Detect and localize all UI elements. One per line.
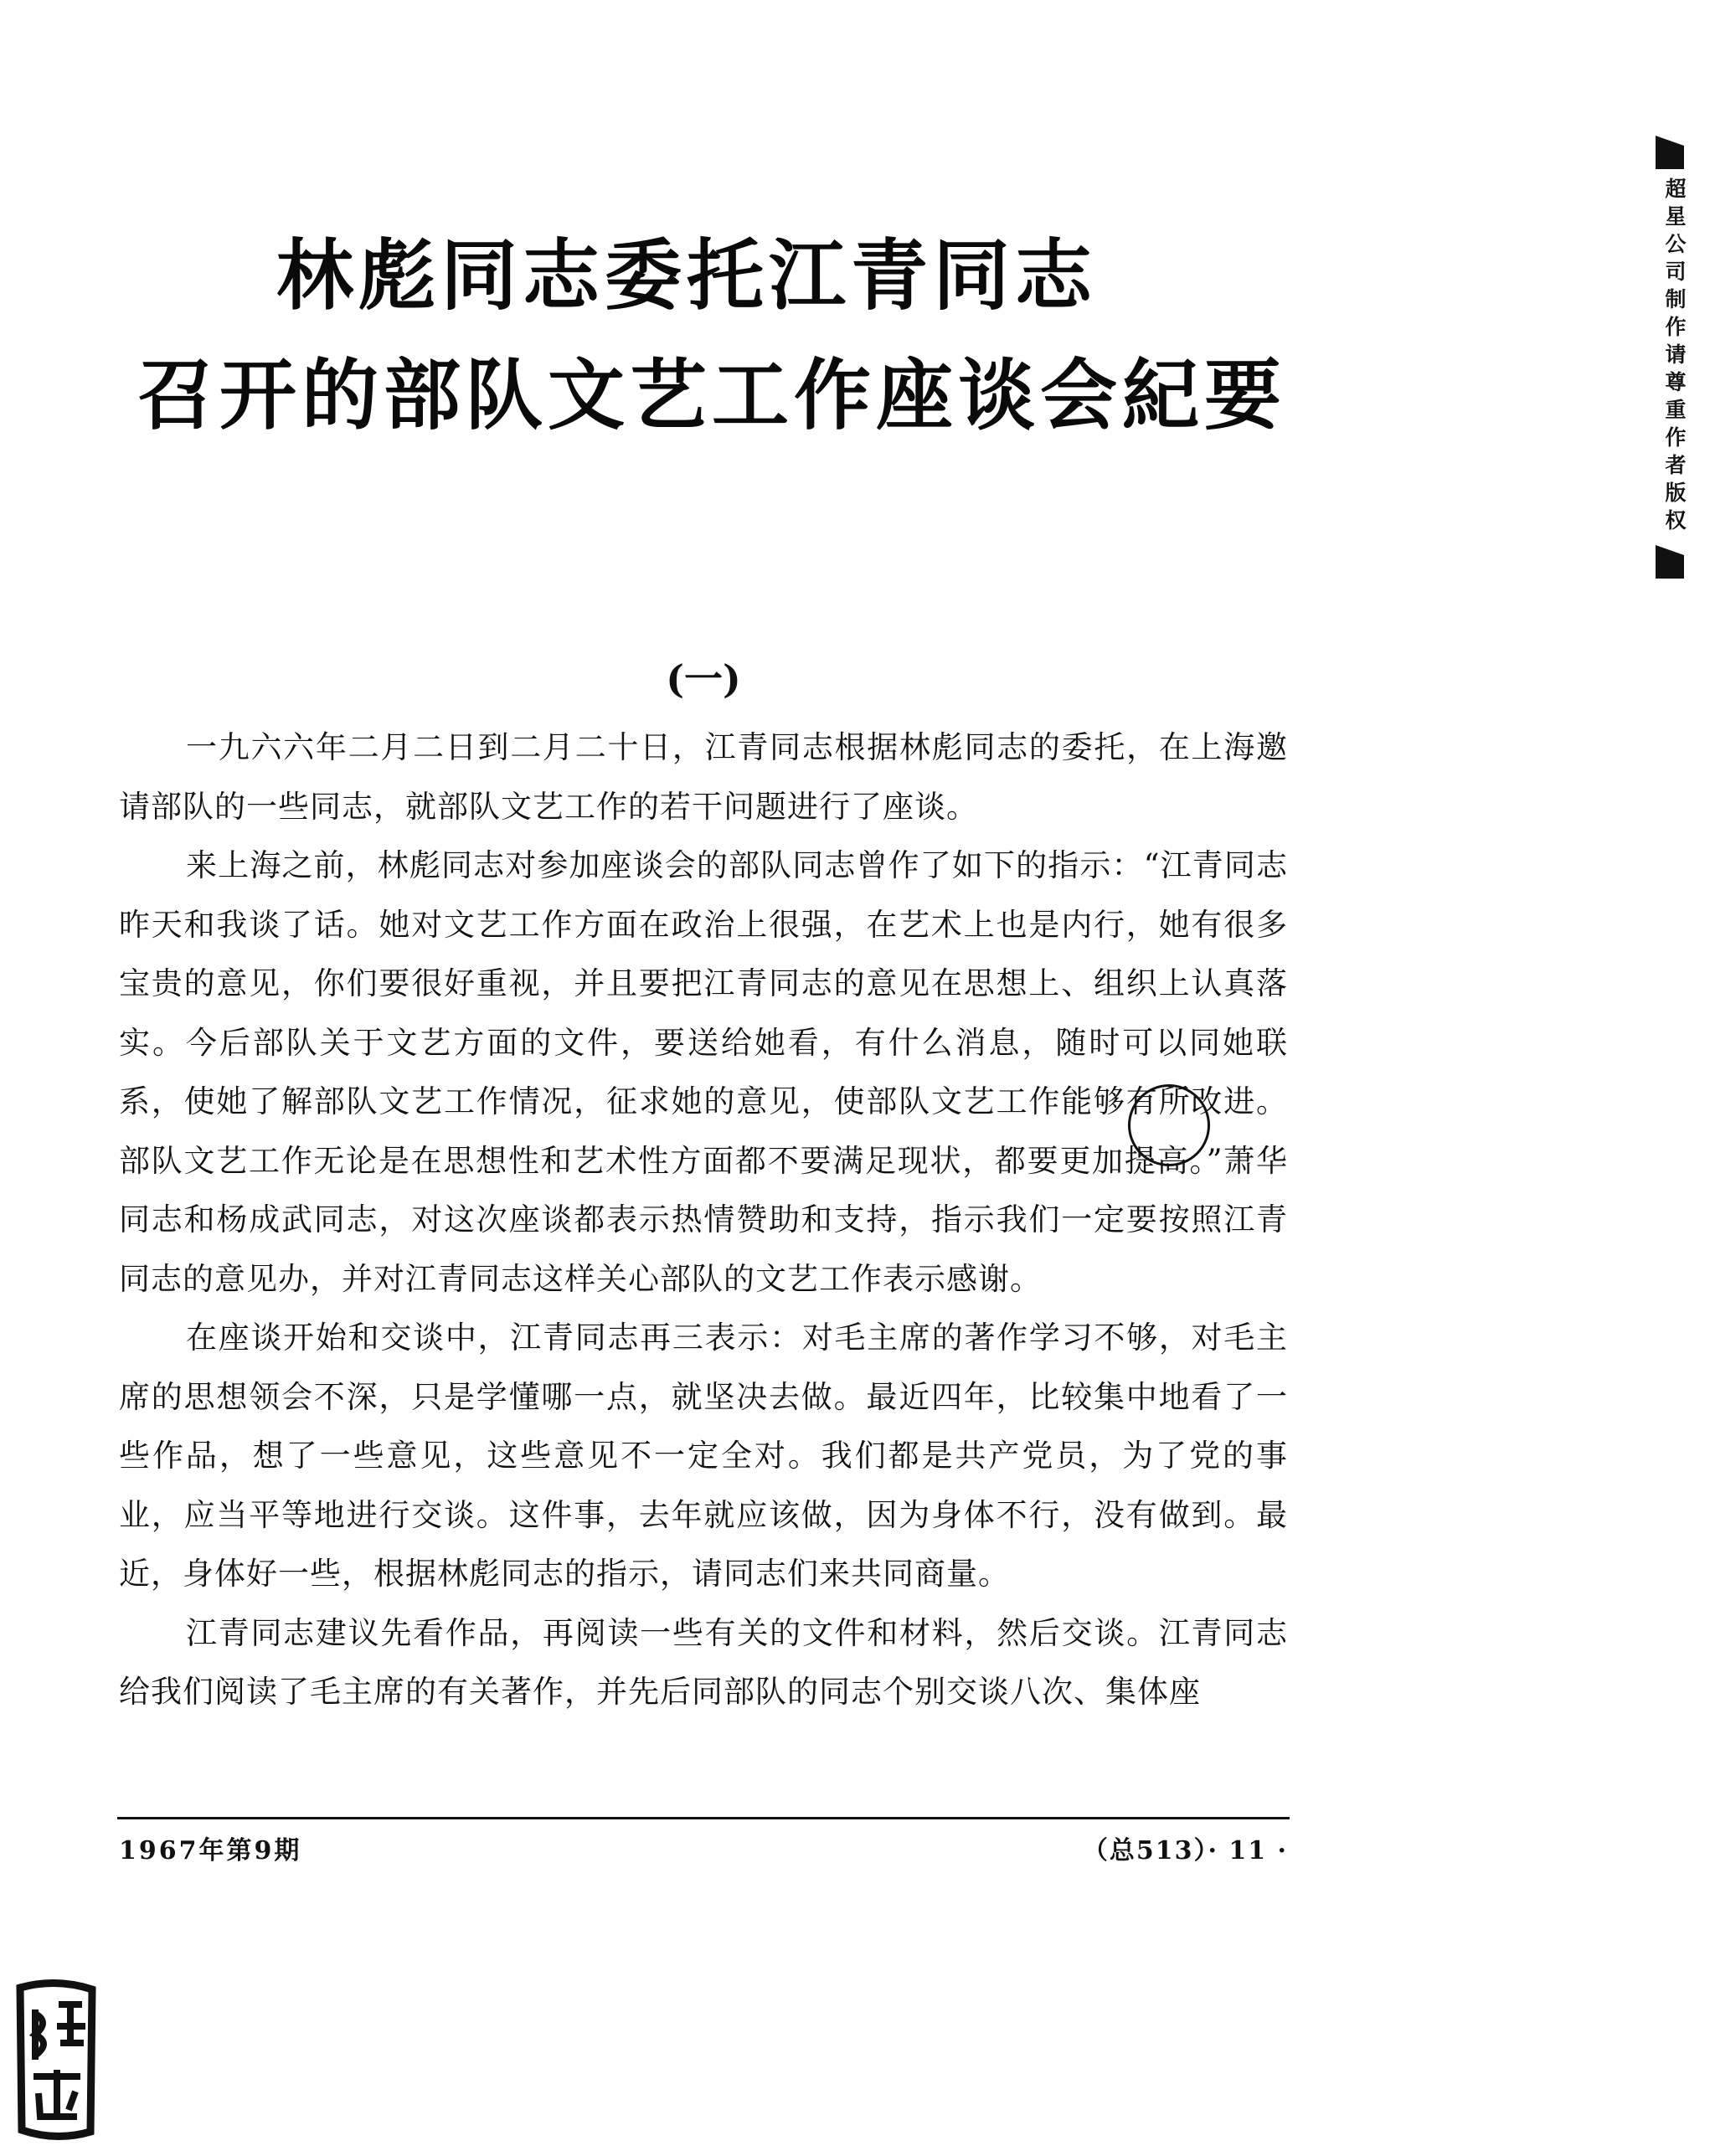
seal-stamp-icon	[10, 1976, 102, 2143]
paragraph-1: 一九六六年二月二日到二月二十日，江青同志根据林彪同志的委托，在上海邀请部队的一些同志，就部队文艺工作的若干问题进行了座谈。	[119, 729, 1288, 825]
handwritten-circle-mark	[1128, 1084, 1210, 1166]
issue-label: 1967年第9期	[119, 1836, 302, 1865]
article-body	[119, 718, 1288, 1722]
paragraph-2: 来上海之前，林彪同志对参加座谈会的部队同志曾作了如下的指示：“江青同志昨天和我谈了话。她对文艺工作方面在政治上很强，在艺术上也是内行，她有很多宝贵的意见，你们要很好重视，并且要把江青同志的意见在思想上、组织上认真落实。今后部队关于文艺方面的文件，要送给她看，有什么消息，随时可以同她联系，使她了解部队文艺工作情况，征求她的意见，使部队文艺工作能够有所改进。部队文艺工作无论是在思想性和艺术性方面都不要满足现状，都要更加提高。”萧华同志和杨成武同志，对这次座谈都表示热情赞助和支持，指示我们一定要按照江青同志的意见办，并对江青同志这样关心部队的文艺工作表示感谢。	[119, 847, 1288, 1297]
paragraph-4: 江青同志建议先看作品，再阅读一些有关的文件和材料，然后交谈。江青同志给我们阅读了毛主席的有关著作，并先后同部队的同志个别交谈八次、集体座	[119, 1614, 1288, 1710]
strip-bar-top	[1656, 136, 1684, 169]
footer-rule	[117, 1817, 1290, 1819]
watermark-text: 超星公司制作请尊重作者版权	[1662, 178, 1687, 537]
watermark-strip	[1652, 136, 1696, 579]
paragraph-3: 在座谈开始和交谈中，江青同志再三表示：对毛主席的著作学习不够，对毛主席的思想领会不深，只是学懂哪一点，就坚决去做。最近四年，比较集中地看了一些作品，想了一些意见，这些意见不一定全对。我们都是共产党员，为了党的事业，应当平等地进行交谈。这件事，去年就应该做，因为身体不行，没有做到。最近，身体好一些，根据林彪同志的指示，请同志们来共同商量。	[119, 1320, 1288, 1592]
title-line-1: 林彪同志委托江青同志	[276, 231, 1097, 321]
title-line-2: 召开的部队文艺工作座谈会紀要	[136, 351, 1286, 440]
strip-bar-bottom	[1656, 545, 1684, 579]
section-number: (一)	[666, 656, 741, 702]
page-number: （总513）· 11 ·	[1082, 1836, 1288, 1865]
